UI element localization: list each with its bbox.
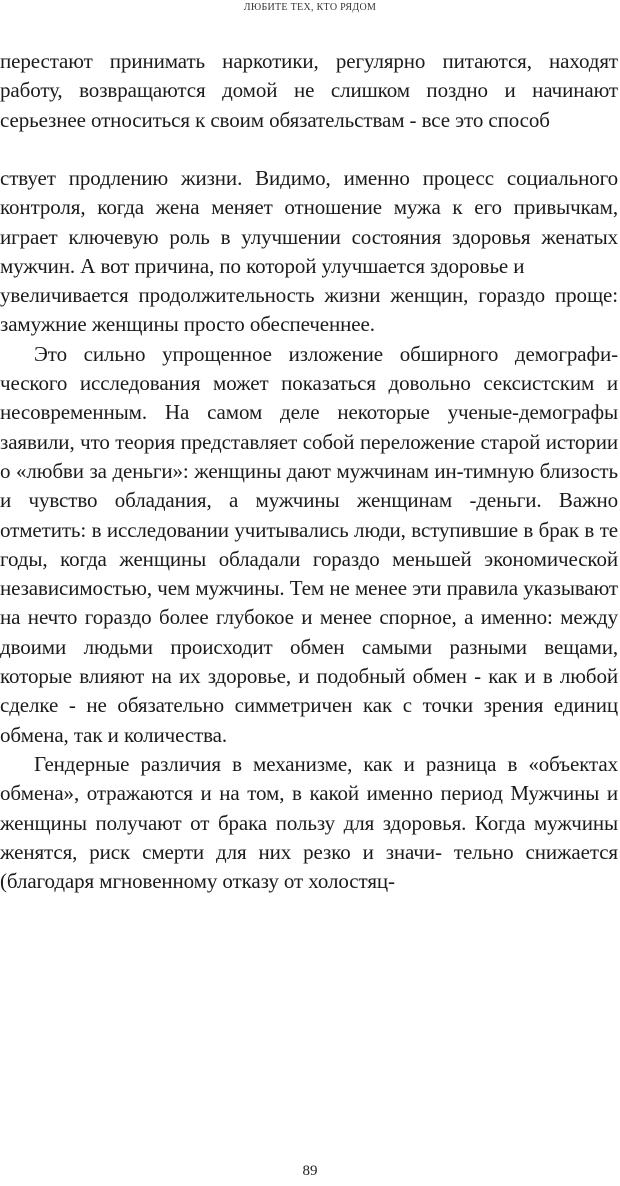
paragraph-fragment: перестают принимать наркотики, регулярно питаются, находят работу, возвращаются домой не слишком поздно и начинают серьезнее относиться к своим обязательствам - все это способ	[0, 49, 618, 132]
text-fragment-top	[0, 47, 618, 135]
paragraph-gender-differences: Гендерные различия в механизме, как и разница в «объектах обмена», отражаются и на том, в какой именно период Мужчины и женщины получают от брака пользу для здоровья. Когда мужчины женятся, риск смерти для них резко и значи- тельно снижается (благодаря мгновенному отказу от холостяц-	[0, 751, 618, 894]
text-body	[0, 164, 618, 896]
paragraph-continuation-b: увеличивается продолжительность жизни женщин, гораздо проще: замужние женщины просто обеспеченнее.	[0, 283, 618, 337]
paragraph-continuation-a: ствует продлению жизни. Видимо, именно процесс социального контроля, когда жена меняет отношение мужа к его привычкам, играет ключевую роль в улучшении состояния здоровья женатых мужчин. А вот причина, по которой улучшается здоровье и	[0, 166, 618, 278]
running-head-title: ЛЮБИТЕ ТЕХ, КТО РЯДОМ	[243, 2, 377, 13]
paragraph-demographic-study: Это сильно упрощенное изложение обширного демографи-ческого исследования может показаться довольно сексистским и несовременным. На самом деле некоторые ученые-демографы заявили, что теория представляет собой переложение старой истории о «любви за деньги»: женщины дают мужчинам ин-тимную близость и чувство обладания, а мужчины женщинам -деньги. Важно отметить: в исследовании учитывались люди, вступившие в брак в те годы, когда женщины обладали гораздо меньшей экономической независимостью, чем мужчины. Тем не менее эти правила указывают на нечто гораздо более глубокое и менее спорное, а именно: между двоими людьми происходит обмен самыми разными вещами, которые влияют на их здоровье, и подобный обмен - как и в любой сделке - не обязательно симметричен как с точки зрения единиц обмена, так и количества.	[0, 341, 618, 747]
page-number: 89	[302, 1163, 318, 1179]
